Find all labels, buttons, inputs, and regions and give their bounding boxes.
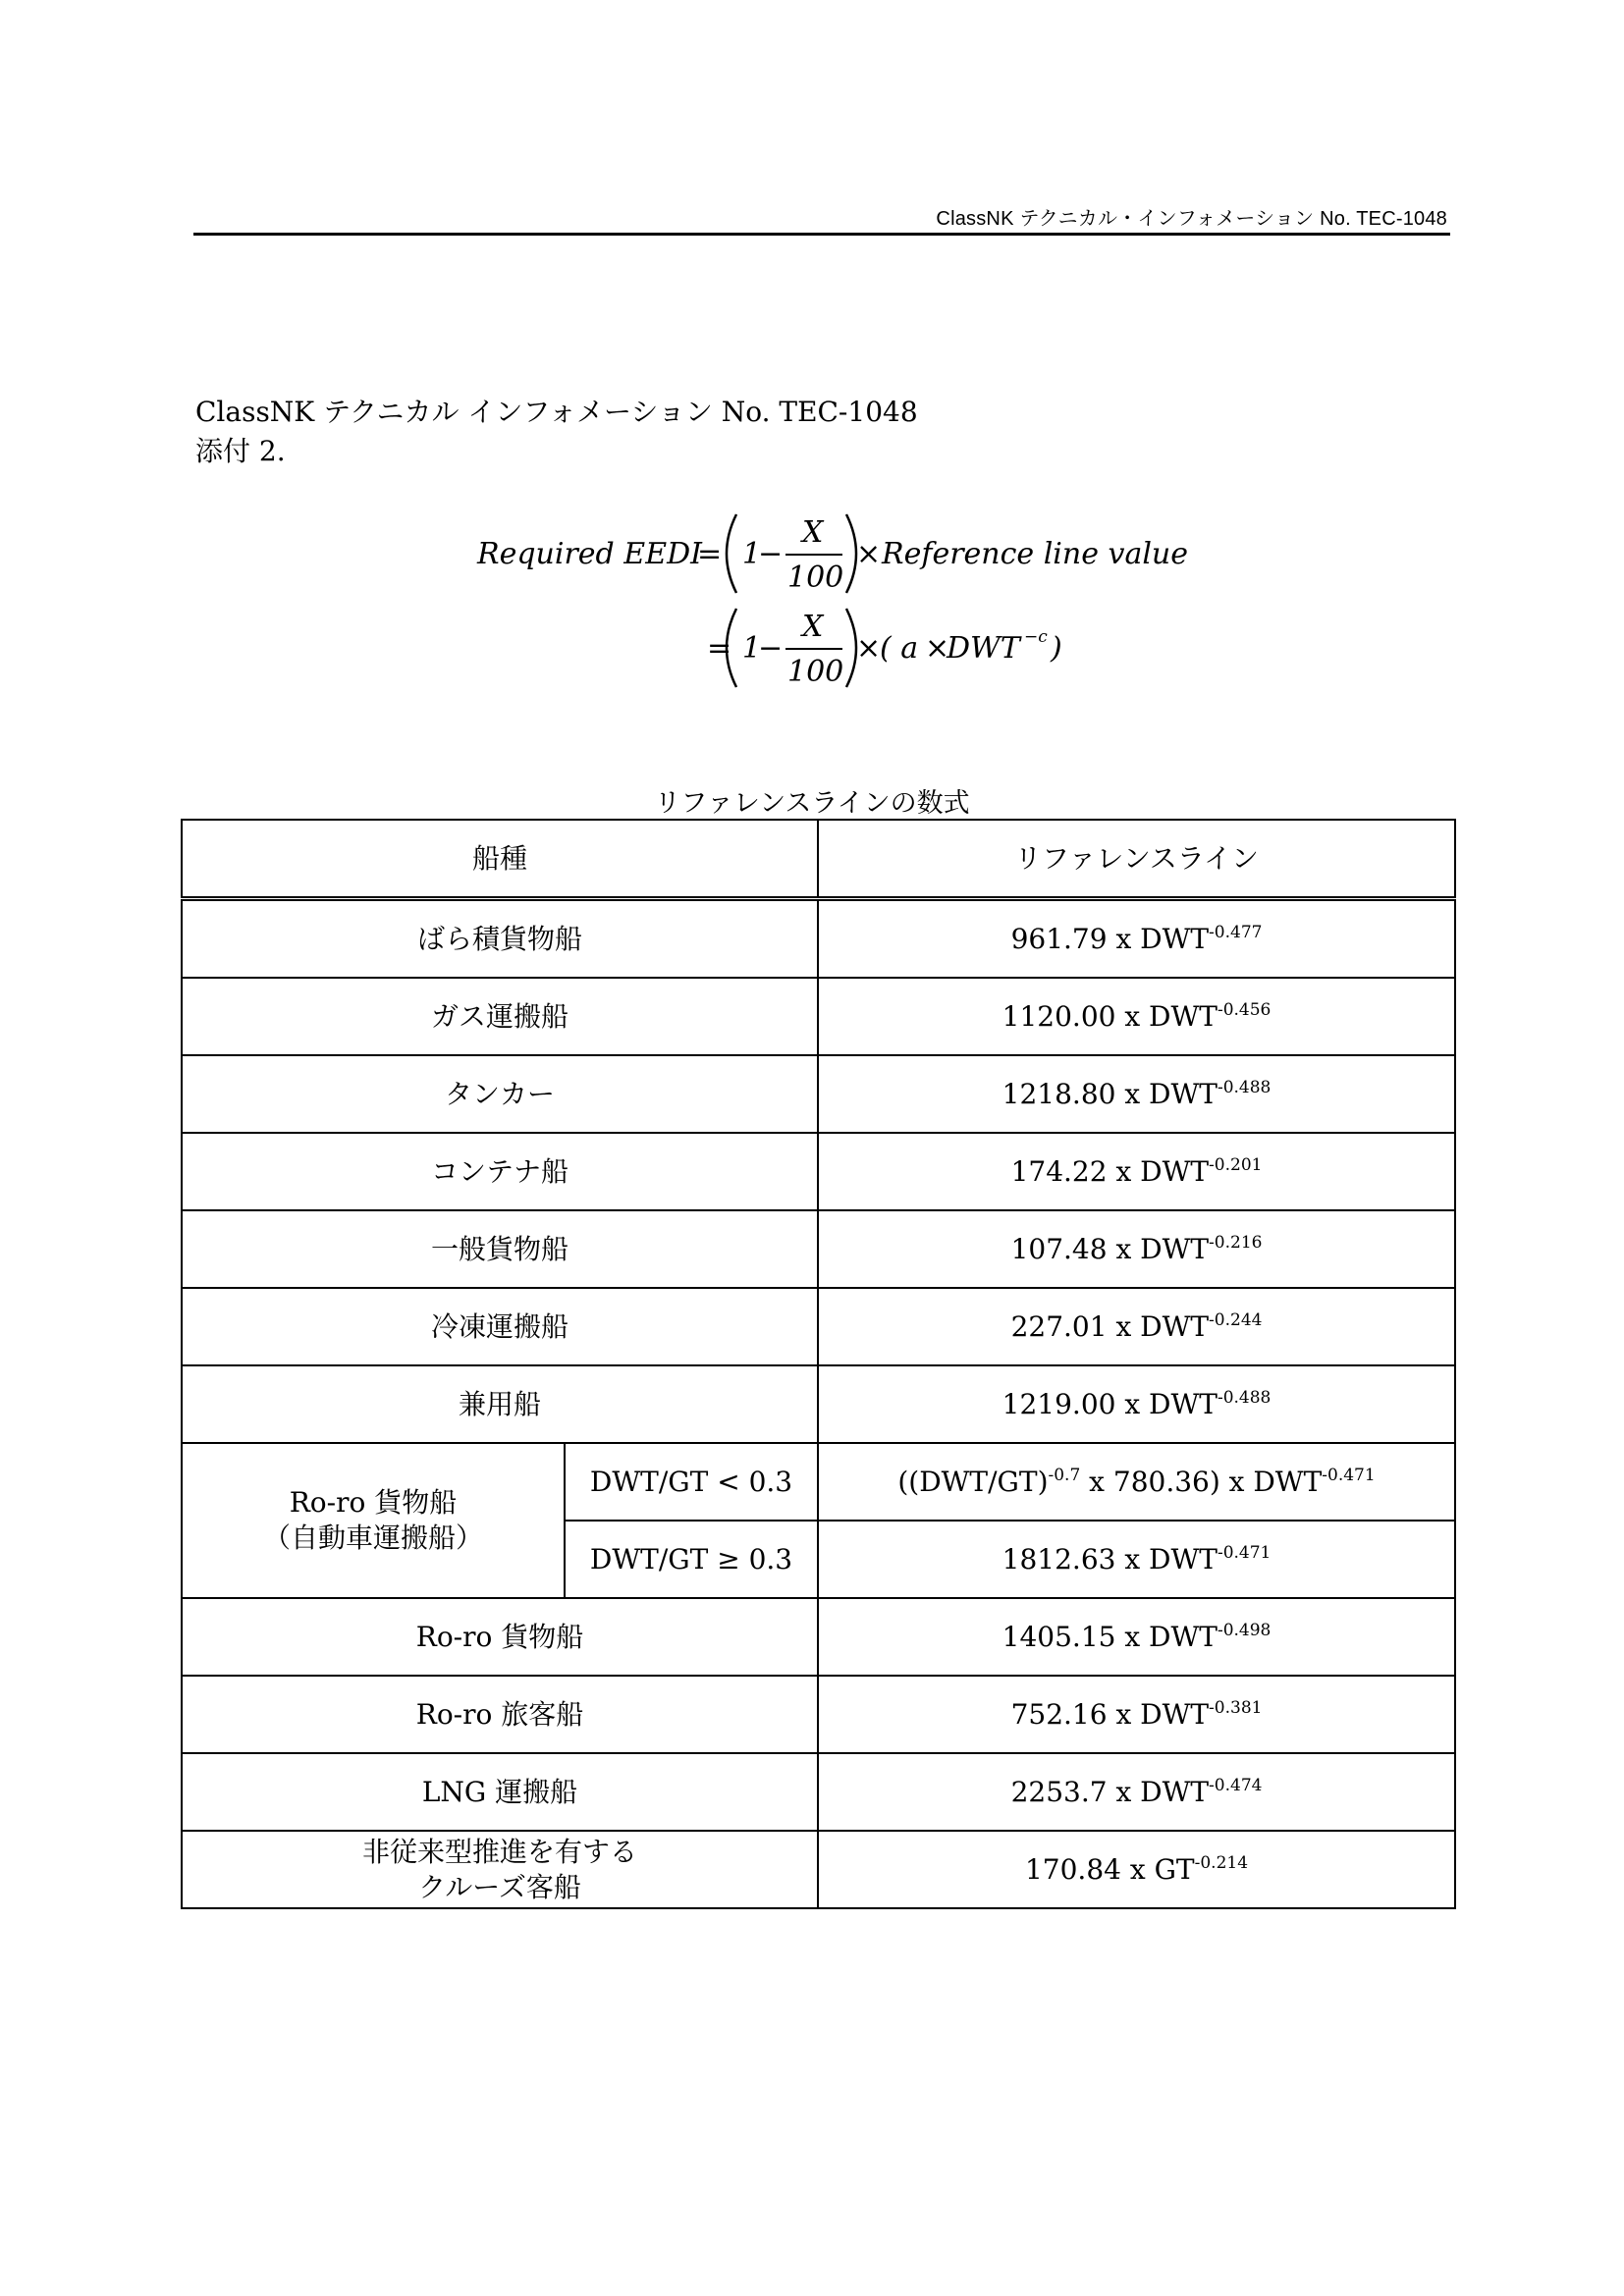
times-sign: x — [1115, 1620, 1150, 1653]
reference-line-cell — [818, 1133, 1455, 1210]
base-variable: DWT — [1140, 1697, 1210, 1731]
base-variable: DWT — [1149, 1077, 1218, 1110]
reference-line-table — [181, 819, 1456, 1909]
base-variable: DWT — [1140, 1309, 1210, 1343]
formula-denominator-1: 100 — [787, 561, 844, 595]
formula-term2-open: ( a — [880, 631, 919, 666]
exponent: -0.201 — [1209, 1154, 1263, 1175]
times-sign: x — [1107, 1775, 1141, 1808]
times-sign: x — [1115, 1542, 1150, 1575]
reference-line-cell — [818, 1831, 1455, 1908]
exponent: -0.7 — [1048, 1465, 1081, 1485]
formula-lhs: Required EEDI — [477, 537, 702, 571]
formula-svg — [0, 0, 1624, 707]
times-sign: x — [1107, 1309, 1141, 1343]
running-header: ClassNK テクニカル・インフォメーション No. TEC-1048 — [936, 208, 1447, 230]
formula-one-1: 1 — [742, 537, 762, 571]
exponent: -0.244 — [1209, 1309, 1263, 1330]
coefficient: 752.16 — [1010, 1697, 1108, 1731]
base-variable: DWT — [1149, 1542, 1218, 1575]
ship-type-cell: Ro-ro 旅客船 — [182, 1676, 818, 1753]
times-sign: x — [1107, 1697, 1141, 1731]
coefficient: 170.84 — [1024, 1852, 1121, 1886]
table-row — [182, 1055, 1455, 1133]
formula-times-3: × — [925, 631, 950, 666]
coefficient: 1405.15 — [1001, 1620, 1116, 1653]
table-row — [182, 1365, 1455, 1443]
coefficient: 227.01 — [1010, 1309, 1108, 1343]
ship-type-cell: ガス運搬船 — [182, 978, 818, 1055]
formula-one-2: 1 — [742, 631, 762, 666]
base-variable: DWT — [1140, 1232, 1210, 1265]
coefficient: 1218.80 — [1001, 1077, 1116, 1110]
ship-type-cell-roro-vehicle — [182, 1443, 565, 1598]
reference-line-cell — [818, 1753, 1455, 1831]
paren-right-2 — [846, 609, 856, 687]
condition-cell: DWT/GT ≥ 0.3 — [565, 1521, 818, 1598]
roro-vehicle-line1: Ro-ro 貨物船 — [289, 1486, 458, 1519]
exponent: -0.456 — [1217, 999, 1272, 1020]
reference-line-cell — [818, 1598, 1455, 1676]
coefficient: 1120.00 — [1001, 999, 1116, 1033]
cruise-line1: 非従来型推進を有する — [362, 1835, 638, 1868]
formula-denominator-2: 100 — [787, 655, 844, 689]
formula-eq-2: = — [707, 631, 732, 666]
cruise-line2: クルーズ客船 — [418, 1870, 581, 1903]
document-annex: 添付 2. — [195, 435, 286, 467]
table-row — [182, 1676, 1455, 1753]
formula-numerator-2: X — [802, 610, 824, 644]
ship-type-cell: Ro-ro 貨物船 — [182, 1598, 818, 1676]
exponent: -0.214 — [1194, 1852, 1249, 1873]
formula-term2-exp: −c — [1024, 627, 1048, 647]
base-variable: DWT — [1140, 1775, 1210, 1808]
exponent: -0.488 — [1217, 1387, 1272, 1408]
reference-line-cell — [818, 1521, 1455, 1598]
reference-line-cell — [818, 1443, 1455, 1521]
ship-type-cell: LNG 運搬船 — [182, 1753, 818, 1831]
exponent: -0.488 — [1217, 1077, 1272, 1097]
table-row-roro-vehicle-1 — [182, 1443, 1455, 1521]
formula-term1: Reference line value — [882, 537, 1189, 571]
times-sign: x — [1115, 999, 1150, 1033]
table-row — [182, 1753, 1455, 1831]
times-sign: x — [1115, 1387, 1150, 1420]
times-sign: x — [1115, 1077, 1150, 1110]
ship-type-cell: 一般貨物船 — [182, 1210, 818, 1288]
reference-line-cell — [818, 1210, 1455, 1288]
header-ship-type: 船種 — [182, 820, 818, 899]
base-variable: DWT — [1149, 1387, 1218, 1420]
formula-minus-1: − — [758, 537, 784, 571]
table-row — [182, 899, 1455, 979]
ship-type-cell: 兼用船 — [182, 1365, 818, 1443]
reference-line-cell — [818, 1365, 1455, 1443]
formula-term2-close: ) — [1051, 631, 1062, 666]
reference-line-cell — [818, 1288, 1455, 1365]
coefficient: 2253.7 — [1010, 1775, 1108, 1808]
table-caption: リファレンスラインの数式 — [654, 788, 970, 819]
reference-line-cell — [818, 1055, 1455, 1133]
exponent: -0.477 — [1209, 922, 1263, 942]
coefficient: 961.79 — [1010, 922, 1108, 955]
document-title: ClassNK テクニカル インフォメーション No. TEC-1048 — [195, 396, 918, 428]
base-variable: DWT — [1149, 1620, 1218, 1653]
reference-line-cell — [818, 1676, 1455, 1753]
exponent: -0.471 — [1322, 1465, 1376, 1485]
exponent: -0.498 — [1217, 1620, 1272, 1640]
formula-middle: x 780.36) x DWT — [1080, 1465, 1323, 1498]
reference-line-cell — [818, 978, 1455, 1055]
table-row — [182, 1133, 1455, 1210]
base-variable: DWT — [1140, 1154, 1210, 1188]
times-sign: x — [1107, 1232, 1141, 1265]
paren-right-1 — [846, 514, 856, 593]
base-variable: DWT — [1149, 999, 1218, 1033]
times-sign: x — [1107, 1154, 1141, 1188]
header-reference-line: リファレンスライン — [818, 820, 1455, 899]
exponent: -0.381 — [1209, 1697, 1263, 1718]
exponent: -0.474 — [1209, 1775, 1263, 1795]
ship-type-cell: 冷凍運搬船 — [182, 1288, 818, 1365]
ship-type-cell: ばら積貨物船 — [182, 899, 818, 979]
ship-type-cell-cruise — [182, 1831, 818, 1908]
roro-vehicle-line2: （自動車運搬船） — [262, 1522, 483, 1554]
formula-prefix: ((DWT/GT) — [897, 1465, 1049, 1498]
table-row — [182, 1288, 1455, 1365]
table-row — [182, 1210, 1455, 1288]
ship-type-cell: タンカー — [182, 1055, 818, 1133]
times-sign: x — [1107, 922, 1141, 955]
coefficient: 174.22 — [1010, 1154, 1108, 1188]
exponent: -0.216 — [1209, 1232, 1263, 1253]
table-header-row — [182, 820, 1455, 899]
paren-left-1 — [727, 514, 736, 593]
reference-line-cell — [818, 899, 1455, 979]
coefficient: 1219.00 — [1001, 1387, 1116, 1420]
times-sign: x — [1120, 1852, 1155, 1886]
table-row — [182, 978, 1455, 1055]
coefficient: 107.48 — [1010, 1232, 1108, 1265]
condition-cell: DWT/GT < 0.3 — [565, 1443, 818, 1521]
base-variable: DWT — [1140, 922, 1210, 955]
ship-type-cell: コンテナ船 — [182, 1133, 818, 1210]
base-variable: GT — [1154, 1852, 1195, 1886]
table-row — [182, 1598, 1455, 1676]
formula-eq-1: = — [697, 537, 723, 571]
formula-numerator-1: X — [802, 515, 824, 550]
formula-term2-dwt: DWT — [947, 631, 1020, 666]
formula-times-2: × — [856, 631, 882, 666]
table-row-cruise — [182, 1831, 1455, 1908]
exponent: -0.471 — [1217, 1542, 1272, 1563]
coefficient: 1812.63 — [1001, 1542, 1116, 1575]
formula-minus-2: − — [758, 631, 784, 666]
formula-times-1: × — [856, 537, 882, 571]
